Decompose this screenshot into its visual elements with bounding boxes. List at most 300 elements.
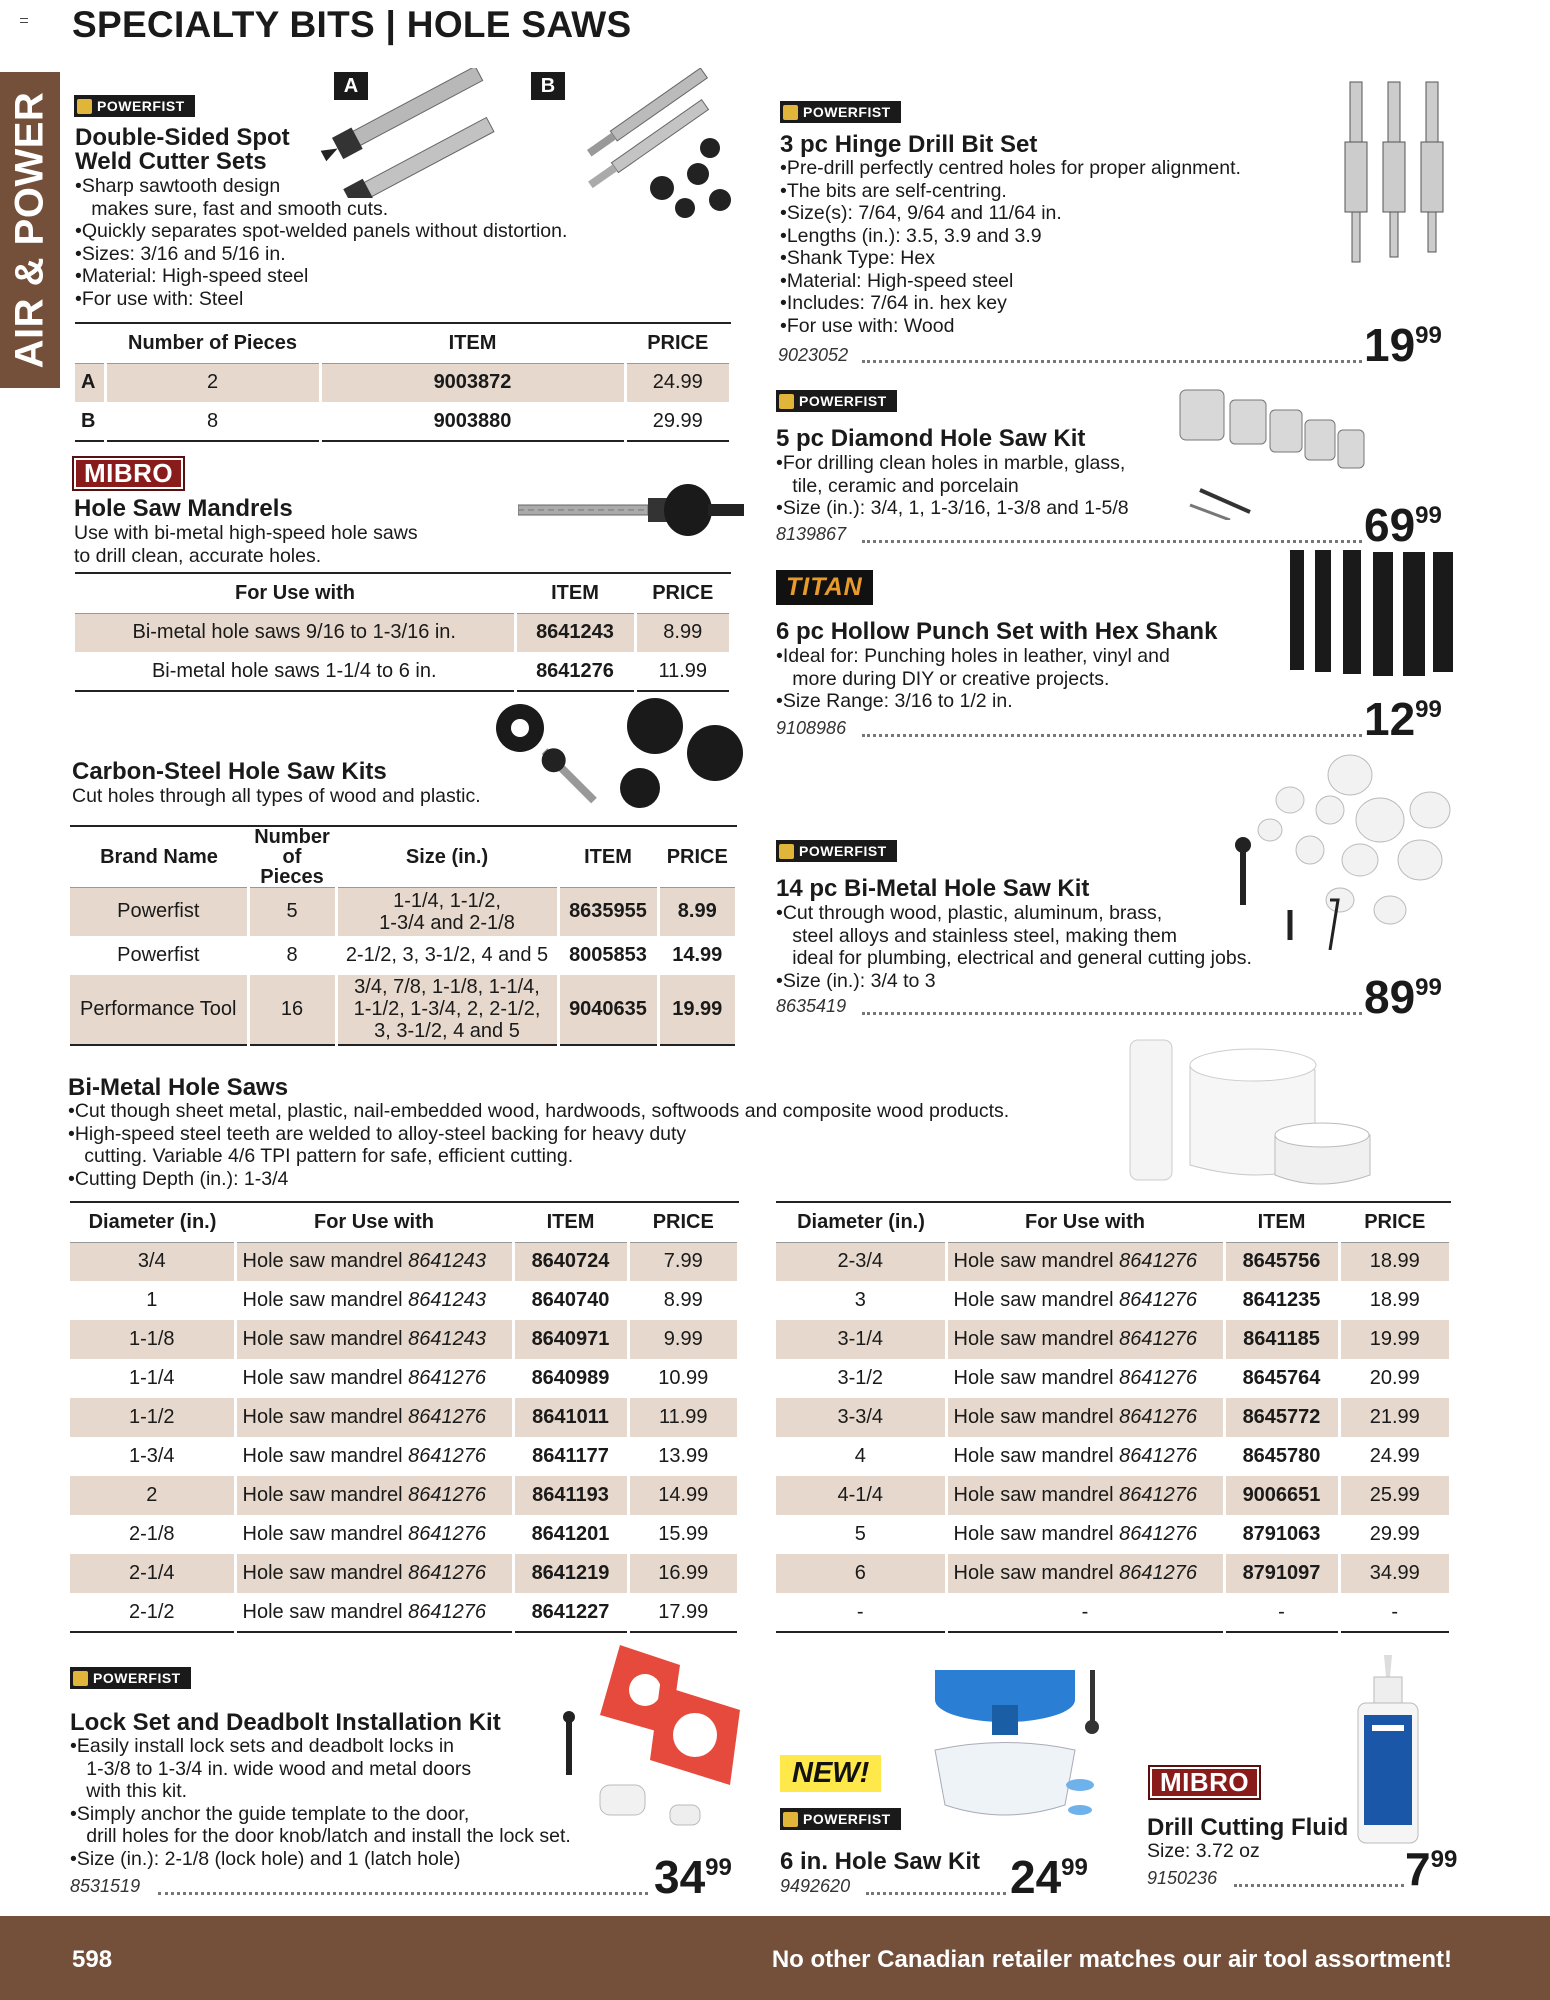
use-with-cell bbox=[235, 1281, 513, 1320]
mandrel-label: Hole saw mandrel bbox=[953, 1406, 1114, 1428]
mandrel-label: Hole saw mandrel bbox=[242, 1484, 403, 1506]
bullet-line: more during DIY or creative projects. bbox=[776, 667, 1110, 690]
item-cell: 8791063 bbox=[1224, 1515, 1339, 1554]
table-row bbox=[776, 1476, 1451, 1515]
table-row bbox=[776, 1437, 1451, 1476]
mandrel-item: 8641276 bbox=[408, 1406, 487, 1428]
cutting-fluid-price: $7^{99}$ bbox=[1405, 1843, 1458, 1895]
table-row bbox=[70, 975, 737, 1045]
row-label: B bbox=[75, 402, 105, 441]
carbon-kits-table bbox=[70, 825, 738, 1046]
side-category-tab bbox=[0, 72, 60, 388]
bullet-line: •Simply anchor the guide template to the door, bbox=[70, 1802, 470, 1825]
bullet-line: •High-speed steel teeth are welded to alloy-steel backing for heavy duty bbox=[68, 1122, 687, 1145]
hinge-set-description bbox=[780, 157, 1241, 337]
use-with-cell bbox=[235, 1515, 513, 1554]
col-header: PRICE bbox=[647, 331, 709, 354]
diameter-cell: 1-3/4 bbox=[70, 1437, 235, 1476]
powerfist-logo: POWERFIST bbox=[70, 1667, 191, 1689]
powerfist-logo: POWERFIST bbox=[780, 101, 901, 123]
mandrel-label: Hole saw mandrel bbox=[242, 1523, 403, 1545]
use-with-cell bbox=[946, 1320, 1224, 1359]
mandrels-description: Use with bi-metal high-speed hole saws to drill clean, accurate holes. bbox=[74, 522, 418, 567]
table-row bbox=[776, 1242, 1451, 1281]
col-header: ITEM bbox=[584, 845, 632, 868]
table-row bbox=[70, 1359, 739, 1398]
bullet-line: •Size (in.): 3/4, 1, 1-3/16, 1-3/8 and 1-5/8 bbox=[776, 497, 1129, 519]
bimetal-kit-price: $89^{99}$ bbox=[1364, 971, 1442, 1023]
price-cell: 15.99 bbox=[628, 1515, 739, 1554]
price-cell: 18.99 bbox=[1339, 1281, 1451, 1320]
mandrel-item: 8641276 bbox=[1119, 1328, 1198, 1350]
size-cell bbox=[336, 888, 558, 936]
mandrel-item: 8641276 bbox=[1119, 1289, 1198, 1311]
bullet-line: •Cutting Depth (in.): 1-3/4 bbox=[68, 1167, 289, 1190]
item-cell: 8005853 bbox=[558, 936, 658, 975]
mandrel-label: Hole saw mandrel bbox=[242, 1600, 403, 1623]
spot-weld-cutter-b-image bbox=[570, 68, 740, 218]
price-leader bbox=[1234, 1884, 1404, 1887]
spot-weld-cutter-a-image bbox=[310, 68, 530, 198]
bullet-line: cutting. Variable 4/6 TPI pattern for safe, efficient cutting. bbox=[68, 1145, 574, 1167]
use-with-cell bbox=[235, 1359, 513, 1398]
new-badge: NEW! bbox=[780, 1755, 881, 1792]
mandrel-label: Hole saw mandrel bbox=[953, 1289, 1114, 1311]
diameter-cell: 3 bbox=[776, 1281, 946, 1320]
bullet-line: •Quickly separates spot-welded panels without distortion. bbox=[75, 220, 568, 242]
price-cell: 25.99 bbox=[1339, 1476, 1451, 1515]
spot-weld-table bbox=[75, 322, 732, 442]
price-cell: 9.99 bbox=[628, 1320, 739, 1359]
brand-cell: Powerfist bbox=[70, 936, 248, 975]
bullet-line: •Size Range: 3/16 to 1/2 in. bbox=[776, 690, 1013, 712]
punch-set-price: $12^{99}$ bbox=[1364, 693, 1442, 745]
bimetal-kit-description bbox=[776, 902, 1252, 992]
size-cell bbox=[336, 975, 558, 1045]
carbon-kits-description: Cut holes through all types of wood and plastic. bbox=[72, 785, 481, 807]
hole-saw-kit-6-title: 6 in. Hole Saw Kit bbox=[780, 1848, 981, 1875]
item-cell: 8641276 bbox=[515, 652, 635, 691]
item-cell: 8641243 bbox=[515, 613, 635, 652]
table-row bbox=[776, 1320, 1451, 1359]
use-with-cell bbox=[946, 1476, 1224, 1515]
powerfist-emblem-icon bbox=[77, 99, 92, 114]
bullet-line: makes sure, fast and smooth cuts. bbox=[75, 197, 389, 220]
price-cell: 19.99 bbox=[1339, 1320, 1451, 1359]
item-cell: 8645756 bbox=[1224, 1242, 1339, 1281]
hole-saw-kit-6-image bbox=[930, 1665, 1110, 1835]
table-row bbox=[70, 1476, 739, 1515]
table-row bbox=[70, 1242, 739, 1281]
diameter-cell: 3-1/4 bbox=[776, 1320, 946, 1359]
price-cell: 11.99 bbox=[635, 652, 731, 691]
item-cell: 8641219 bbox=[513, 1554, 628, 1593]
diameter-cell: 2-1/2 bbox=[70, 1593, 235, 1632]
diameter-cell: 1-1/4 bbox=[70, 1359, 235, 1398]
item-cell: 9003872 bbox=[320, 363, 625, 402]
size-line: 3/4, 7/8, 1-1/8, 1-1/4, bbox=[354, 976, 540, 998]
bullet-line: •Includes: 7/64 in. hex key bbox=[780, 292, 1007, 314]
use-with-cell bbox=[946, 1242, 1224, 1281]
mandrel-item: 8641276 bbox=[408, 1367, 487, 1389]
item-cell: 8641193 bbox=[513, 1476, 628, 1515]
col-header: PRICE bbox=[666, 845, 728, 868]
table-row bbox=[70, 1593, 739, 1632]
diameter-cell: 5 bbox=[776, 1515, 946, 1554]
mandrel-item: 8641276 bbox=[408, 1445, 487, 1467]
price-cell: 17.99 bbox=[628, 1593, 739, 1632]
price-cell: 8.99 bbox=[658, 888, 737, 936]
col-header: PRICE bbox=[652, 1210, 714, 1233]
col-header: ITEM bbox=[546, 1210, 595, 1233]
lockset-kit-title: Lock Set and Deadbolt Installation Kit bbox=[70, 1709, 501, 1736]
bullet-line: •Size(s): 7/64, 9/64 and 11/64 in. bbox=[780, 202, 1062, 224]
mandrel-item: 8641276 bbox=[408, 1562, 487, 1584]
hinge-set-price: $19^{99}$ bbox=[1364, 319, 1442, 371]
col-header: Number of Pieces bbox=[128, 331, 297, 354]
bullet-line: •Cut through wood, plastic, aluminum, brass, bbox=[776, 902, 1163, 924]
mandrel-label: Hole saw mandrel bbox=[953, 1328, 1114, 1350]
size-line: 1-1/2, 1-3/4, 2, 2-1/2, bbox=[353, 998, 541, 1020]
table-row bbox=[70, 1398, 739, 1437]
empty-cell: - bbox=[946, 1593, 1224, 1632]
item-cell: 8791097 bbox=[1224, 1554, 1339, 1593]
bullet-line: •The bits are self-centring. bbox=[780, 179, 1007, 202]
col-header: ITEM bbox=[1257, 1210, 1306, 1233]
price-cell: 16.99 bbox=[628, 1554, 739, 1593]
mandrel-item: 8641276 bbox=[1119, 1367, 1198, 1389]
punch-set-title: 6 pc Hollow Punch Set with Hex Shank bbox=[776, 618, 1218, 645]
pieces-cell: 8 bbox=[248, 936, 336, 975]
mibro-logo: MIBRO bbox=[72, 456, 185, 491]
mandrels-table bbox=[75, 572, 732, 692]
col-header: For Use with bbox=[234, 581, 355, 604]
hinge-set-title: 3 pc Hinge Drill Bit Set bbox=[780, 131, 1038, 158]
lockset-kit-description bbox=[70, 1735, 571, 1870]
bullet-line: •Sharp sawtooth design bbox=[75, 175, 281, 197]
bimetal-hole-saw-image bbox=[1120, 1035, 1380, 1190]
use-with-cell bbox=[946, 1437, 1224, 1476]
cutting-fluid-bottle-image bbox=[1348, 1655, 1428, 1845]
table-row bbox=[70, 1515, 739, 1554]
price-leader bbox=[862, 1012, 1362, 1015]
mandrel-item: 8641276 bbox=[408, 1600, 487, 1623]
price-cell: 11.99 bbox=[628, 1398, 739, 1437]
bimetal-saws-left-table bbox=[70, 1201, 740, 1633]
bimetal-kit-title: 14 pc Bi-Metal Hole Saw Kit bbox=[776, 875, 1090, 902]
mandrel-item: 8641243 bbox=[408, 1328, 487, 1350]
side-tab-label: AIR & POWER bbox=[7, 91, 52, 369]
powerfist-logo: POWERFIST bbox=[780, 1808, 901, 1830]
table-row bbox=[776, 1554, 1451, 1593]
page-number: 598 bbox=[72, 1946, 113, 1973]
col-header: Diameter (in.) bbox=[797, 1210, 925, 1233]
mandrel-label: Hole saw mandrel bbox=[953, 1367, 1114, 1389]
empty-cell: - bbox=[1339, 1593, 1451, 1632]
col-header bbox=[75, 323, 105, 363]
bullet-line: •For use with: Wood bbox=[780, 314, 955, 337]
table-row bbox=[776, 1359, 1451, 1398]
mandrel-label: Hole saw mandrel bbox=[242, 1367, 403, 1389]
col-header: ITEM bbox=[551, 581, 599, 604]
diamond-kit-description bbox=[776, 452, 1129, 520]
spot-weld-title: Double-Sided Spot Weld Cutter Sets bbox=[75, 124, 290, 175]
diameter-cell: 3-3/4 bbox=[776, 1398, 946, 1437]
powerfist-logo: POWERFIST bbox=[776, 840, 897, 862]
bullet-line: tile, ceramic and porcelain bbox=[776, 474, 1019, 497]
lockset-kit-sku: 8531519 bbox=[70, 1876, 141, 1896]
table-row bbox=[776, 1593, 1451, 1632]
use-with-cell bbox=[235, 1593, 513, 1632]
bullet-line: •Cut though sheet metal, plastic, nail-embedded wood, hardwoods, softwoods and composite wood products. bbox=[68, 1100, 1010, 1122]
diameter-cell: 4 bbox=[776, 1437, 946, 1476]
item-cell: 8641201 bbox=[513, 1515, 628, 1554]
mandrel-label: Hole saw mandrel bbox=[242, 1328, 403, 1350]
price-cell: 13.99 bbox=[628, 1437, 739, 1476]
bullet-line: •Pre-drill perfectly centred holes for proper alignment. bbox=[780, 157, 1241, 179]
mibro-logo: MIBRO bbox=[1148, 1765, 1261, 1800]
bullet-line: •Size (in.): 3/4 to 3 bbox=[776, 969, 936, 992]
mandrel-item: 8641243 bbox=[408, 1289, 487, 1311]
table-row bbox=[70, 1554, 739, 1593]
diameter-cell: 2-1/8 bbox=[70, 1515, 235, 1554]
use-with-cell bbox=[235, 1437, 513, 1476]
price-leader bbox=[862, 540, 1362, 543]
bullet-line: ideal for plumbing, electrical and general cutting jobs. bbox=[776, 947, 1252, 969]
item-cell: 8640989 bbox=[513, 1359, 628, 1398]
diameter-cell: 2 bbox=[70, 1476, 235, 1515]
diamond-kit-title: 5 pc Diamond Hole Saw Kit bbox=[776, 425, 1086, 452]
item-cell: 8645772 bbox=[1224, 1398, 1339, 1437]
table-row bbox=[70, 1437, 739, 1476]
col-header: For Use with bbox=[1024, 1210, 1145, 1233]
mandrel-label: Hole saw mandrel bbox=[242, 1289, 403, 1311]
table-row bbox=[75, 363, 731, 402]
powerfist-emblem-icon bbox=[783, 105, 798, 120]
price-cell: 7.99 bbox=[628, 1242, 739, 1281]
row-label: A bbox=[75, 363, 105, 402]
diameter-cell: 2-1/4 bbox=[70, 1554, 235, 1593]
bullet-line: •For use with: Steel bbox=[75, 287, 244, 310]
price-cell: 19.99 bbox=[658, 975, 737, 1045]
mandrel-label: Hole saw mandrel bbox=[242, 1406, 403, 1428]
mandrel-label: Hole saw mandrel bbox=[953, 1445, 1114, 1467]
use-with-cell bbox=[946, 1281, 1224, 1320]
size-line: 2-1/2, 3, 3-1/2, 4 and 5 bbox=[345, 944, 549, 966]
item-cell: 8640971 bbox=[513, 1320, 628, 1359]
use-cell: Bi-metal hole saws 1-1/4 to 6 in. bbox=[75, 652, 515, 691]
price-cell: 8.99 bbox=[635, 613, 731, 652]
bullet-line: •Material: High-speed steel bbox=[780, 269, 1014, 292]
carbon-kits-title: Carbon-Steel Hole Saw Kits bbox=[72, 758, 387, 785]
empty-cell: - bbox=[776, 1593, 946, 1632]
mandrel-item: 8641276 bbox=[1119, 1562, 1198, 1584]
mandrel-item: 8641276 bbox=[408, 1484, 487, 1506]
bullet-line: steel alloys and stainless steel, making them bbox=[776, 924, 1178, 947]
col-header: Brand Name bbox=[100, 845, 218, 868]
table-row bbox=[70, 888, 737, 936]
mandrel-item: 8641276 bbox=[1119, 1250, 1198, 1273]
diameter-cell: 1 bbox=[70, 1281, 235, 1320]
size-cell bbox=[336, 936, 558, 975]
mandrel-label: Hole saw mandrel bbox=[953, 1562, 1114, 1584]
cutting-fluid-sku: 9150236 bbox=[1147, 1868, 1218, 1888]
mandrel-item: 8641276 bbox=[408, 1523, 487, 1545]
bullet-line: •Sizes: 3/16 and 5/16 in. bbox=[75, 242, 286, 265]
mandrel-label: Hole saw mandrel bbox=[953, 1484, 1114, 1506]
bullet-line: •Ideal for: Punching holes in leather, vinyl and bbox=[776, 645, 1170, 667]
bullet-line: with this kit. bbox=[70, 1780, 188, 1802]
hole-saw-kit-6-sku: 9492620 bbox=[780, 1876, 851, 1896]
item-cell: 8640740 bbox=[513, 1281, 628, 1320]
price-leader bbox=[862, 360, 1362, 363]
price-cell: 8.99 bbox=[628, 1281, 739, 1320]
col-header: PRICE bbox=[1364, 1210, 1426, 1233]
use-cell: Bi-metal hole saws 9/16 to 1-3/16 in. bbox=[75, 613, 515, 652]
use-with-cell bbox=[946, 1398, 1224, 1437]
badge-a: A bbox=[334, 72, 368, 100]
titan-logo: TITAN bbox=[776, 570, 873, 605]
pieces-cell: 5 bbox=[248, 888, 336, 936]
price-leader bbox=[866, 1892, 1006, 1895]
punch-set-image bbox=[1285, 550, 1455, 680]
brand-cell: Performance Tool bbox=[70, 975, 248, 1045]
table-row bbox=[70, 1281, 739, 1320]
price-cell: 29.99 bbox=[625, 402, 731, 441]
badge-b: B bbox=[531, 72, 565, 100]
price-cell: 21.99 bbox=[1339, 1398, 1451, 1437]
item-cell: 9006651 bbox=[1224, 1476, 1339, 1515]
table-row bbox=[776, 1515, 1451, 1554]
powerfist-emblem-icon bbox=[783, 1812, 798, 1827]
bimetal-saws-description bbox=[68, 1100, 1009, 1190]
bullet-line: •Easily install lock sets and deadbolt locks in bbox=[70, 1735, 455, 1757]
diamond-kit-sku: 8139867 bbox=[776, 524, 847, 544]
bimetal-saws-title: Bi-Metal Hole Saws bbox=[68, 1074, 289, 1101]
use-with-cell bbox=[235, 1476, 513, 1515]
mandrel-label: Hole saw mandrel bbox=[242, 1445, 403, 1467]
mandrel-item: 8641243 bbox=[408, 1250, 487, 1273]
page-title: SPECIALTY BITS | HOLE SAWS bbox=[72, 4, 632, 45]
price-cell: 24.99 bbox=[625, 363, 731, 402]
use-with-cell bbox=[235, 1398, 513, 1437]
item-cell: 8641177 bbox=[513, 1437, 628, 1476]
diameter-cell: 4-1/4 bbox=[776, 1476, 946, 1515]
price-cell: 14.99 bbox=[628, 1476, 739, 1515]
col-header: For Use with bbox=[313, 1210, 434, 1233]
hole-saw-kit-6-price: $24^{99}$ bbox=[1010, 1851, 1088, 1903]
item-cell: 8645764 bbox=[1224, 1359, 1339, 1398]
carbon-hole-saw-kit-image bbox=[490, 698, 750, 813]
bullet-line: 1-3/8 to 1-3/4 in. wide wood and metal doors bbox=[70, 1757, 472, 1780]
diameter-cell: 6 bbox=[776, 1554, 946, 1593]
mandrel-item: 8641276 bbox=[1119, 1484, 1198, 1506]
price-cell: 10.99 bbox=[628, 1359, 739, 1398]
pieces-cell: 2 bbox=[105, 363, 320, 402]
item-cell: 8645780 bbox=[1224, 1437, 1339, 1476]
diameter-cell: 3-1/2 bbox=[776, 1359, 946, 1398]
item-cell: 9040635 bbox=[558, 975, 658, 1045]
page-footer bbox=[0, 1916, 1550, 2000]
col-header: Diameter (in.) bbox=[88, 1210, 217, 1233]
bullet-line: •For drilling clean holes in marble, glass, bbox=[776, 452, 1126, 474]
bimetal-kit-sku: 8635419 bbox=[776, 996, 847, 1016]
table-row bbox=[75, 652, 731, 691]
pieces-cell: 16 bbox=[248, 975, 336, 1045]
table-row bbox=[776, 1281, 1451, 1320]
mandrel-label: Hole saw mandrel bbox=[242, 1250, 403, 1273]
use-with-cell bbox=[235, 1554, 513, 1593]
price-leader bbox=[862, 734, 1362, 737]
powerfist-logo: POWERFIST bbox=[74, 95, 195, 117]
item-cell: 9003880 bbox=[320, 402, 625, 441]
powerfist-emblem-icon bbox=[779, 844, 794, 859]
powerfist-emblem-icon bbox=[779, 394, 794, 409]
bimetal-saws-right-table bbox=[776, 1201, 1452, 1633]
bullet-line: •Material: High-speed steel bbox=[75, 265, 309, 287]
powerfist-logo: POWERFIST bbox=[776, 390, 897, 412]
mandrel-item: 8641276 bbox=[1119, 1445, 1198, 1467]
price-cell: 18.99 bbox=[1339, 1242, 1451, 1281]
punch-set-description bbox=[776, 645, 1170, 713]
brand-cell: Powerfist bbox=[70, 888, 248, 936]
size-line: 1-1/4, 1-1/2, bbox=[393, 889, 501, 912]
diameter-cell: 1-1/2 bbox=[70, 1398, 235, 1437]
punch-set-sku: 9108986 bbox=[776, 718, 847, 738]
use-with-cell bbox=[946, 1515, 1224, 1554]
mandrel-label: Hole saw mandrel bbox=[242, 1562, 403, 1584]
item-cell: 8641185 bbox=[1224, 1320, 1339, 1359]
diamond-hole-saw-image bbox=[1170, 380, 1380, 520]
cutting-fluid-size: Size: 3.72 oz bbox=[1147, 1840, 1260, 1862]
item-cell: 8641227 bbox=[513, 1593, 628, 1632]
cutting-fluid-title: Drill Cutting Fluid bbox=[1147, 1814, 1349, 1841]
diamond-kit-price: $69^{99}$ bbox=[1364, 499, 1442, 551]
bullet-line: •Lengths (in.): 3.5, 3.9 and 3.9 bbox=[780, 224, 1042, 247]
lockset-kit-image bbox=[560, 1645, 750, 1840]
price-cell: 24.99 bbox=[1339, 1437, 1451, 1476]
use-with-cell bbox=[235, 1320, 513, 1359]
table-row bbox=[70, 936, 737, 975]
price-cell: 14.99 bbox=[658, 936, 737, 975]
size-line: 3, 3-1/2, 4 and 5 bbox=[374, 1020, 520, 1042]
table-row bbox=[776, 1398, 1451, 1437]
use-with-cell bbox=[946, 1554, 1224, 1593]
price-cell: 29.99 bbox=[1339, 1515, 1451, 1554]
table-row bbox=[70, 1320, 739, 1359]
price-leader bbox=[158, 1892, 648, 1895]
bimetal-kit-image bbox=[1230, 750, 1460, 950]
item-cell: 8641011 bbox=[513, 1398, 628, 1437]
mandrel-item: 8641276 bbox=[1119, 1406, 1198, 1428]
item-cell: 8640724 bbox=[513, 1242, 628, 1281]
empty-cell: - bbox=[1224, 1593, 1339, 1632]
col-header: Size (in.) bbox=[405, 845, 489, 868]
bullet-line: •Size (in.): 2-1/8 (lock hole) and 1 (latch hole) bbox=[70, 1847, 461, 1870]
mandrel-item: 8641276 bbox=[1119, 1523, 1198, 1545]
col-header: ITEM bbox=[448, 331, 497, 354]
powerfist-emblem-icon bbox=[73, 1671, 88, 1686]
col-header: Number of Pieces bbox=[254, 826, 330, 888]
hinge-set-sku: 9023052 bbox=[778, 345, 849, 365]
table-row bbox=[75, 402, 731, 441]
use-with-cell bbox=[235, 1242, 513, 1281]
mandrel-label: Hole saw mandrel bbox=[953, 1250, 1114, 1273]
price-cell: 20.99 bbox=[1339, 1359, 1451, 1398]
corner-mark bbox=[20, 18, 28, 23]
mandrel-image bbox=[518, 480, 748, 540]
mandrels-title: Hole Saw Mandrels bbox=[74, 495, 293, 522]
